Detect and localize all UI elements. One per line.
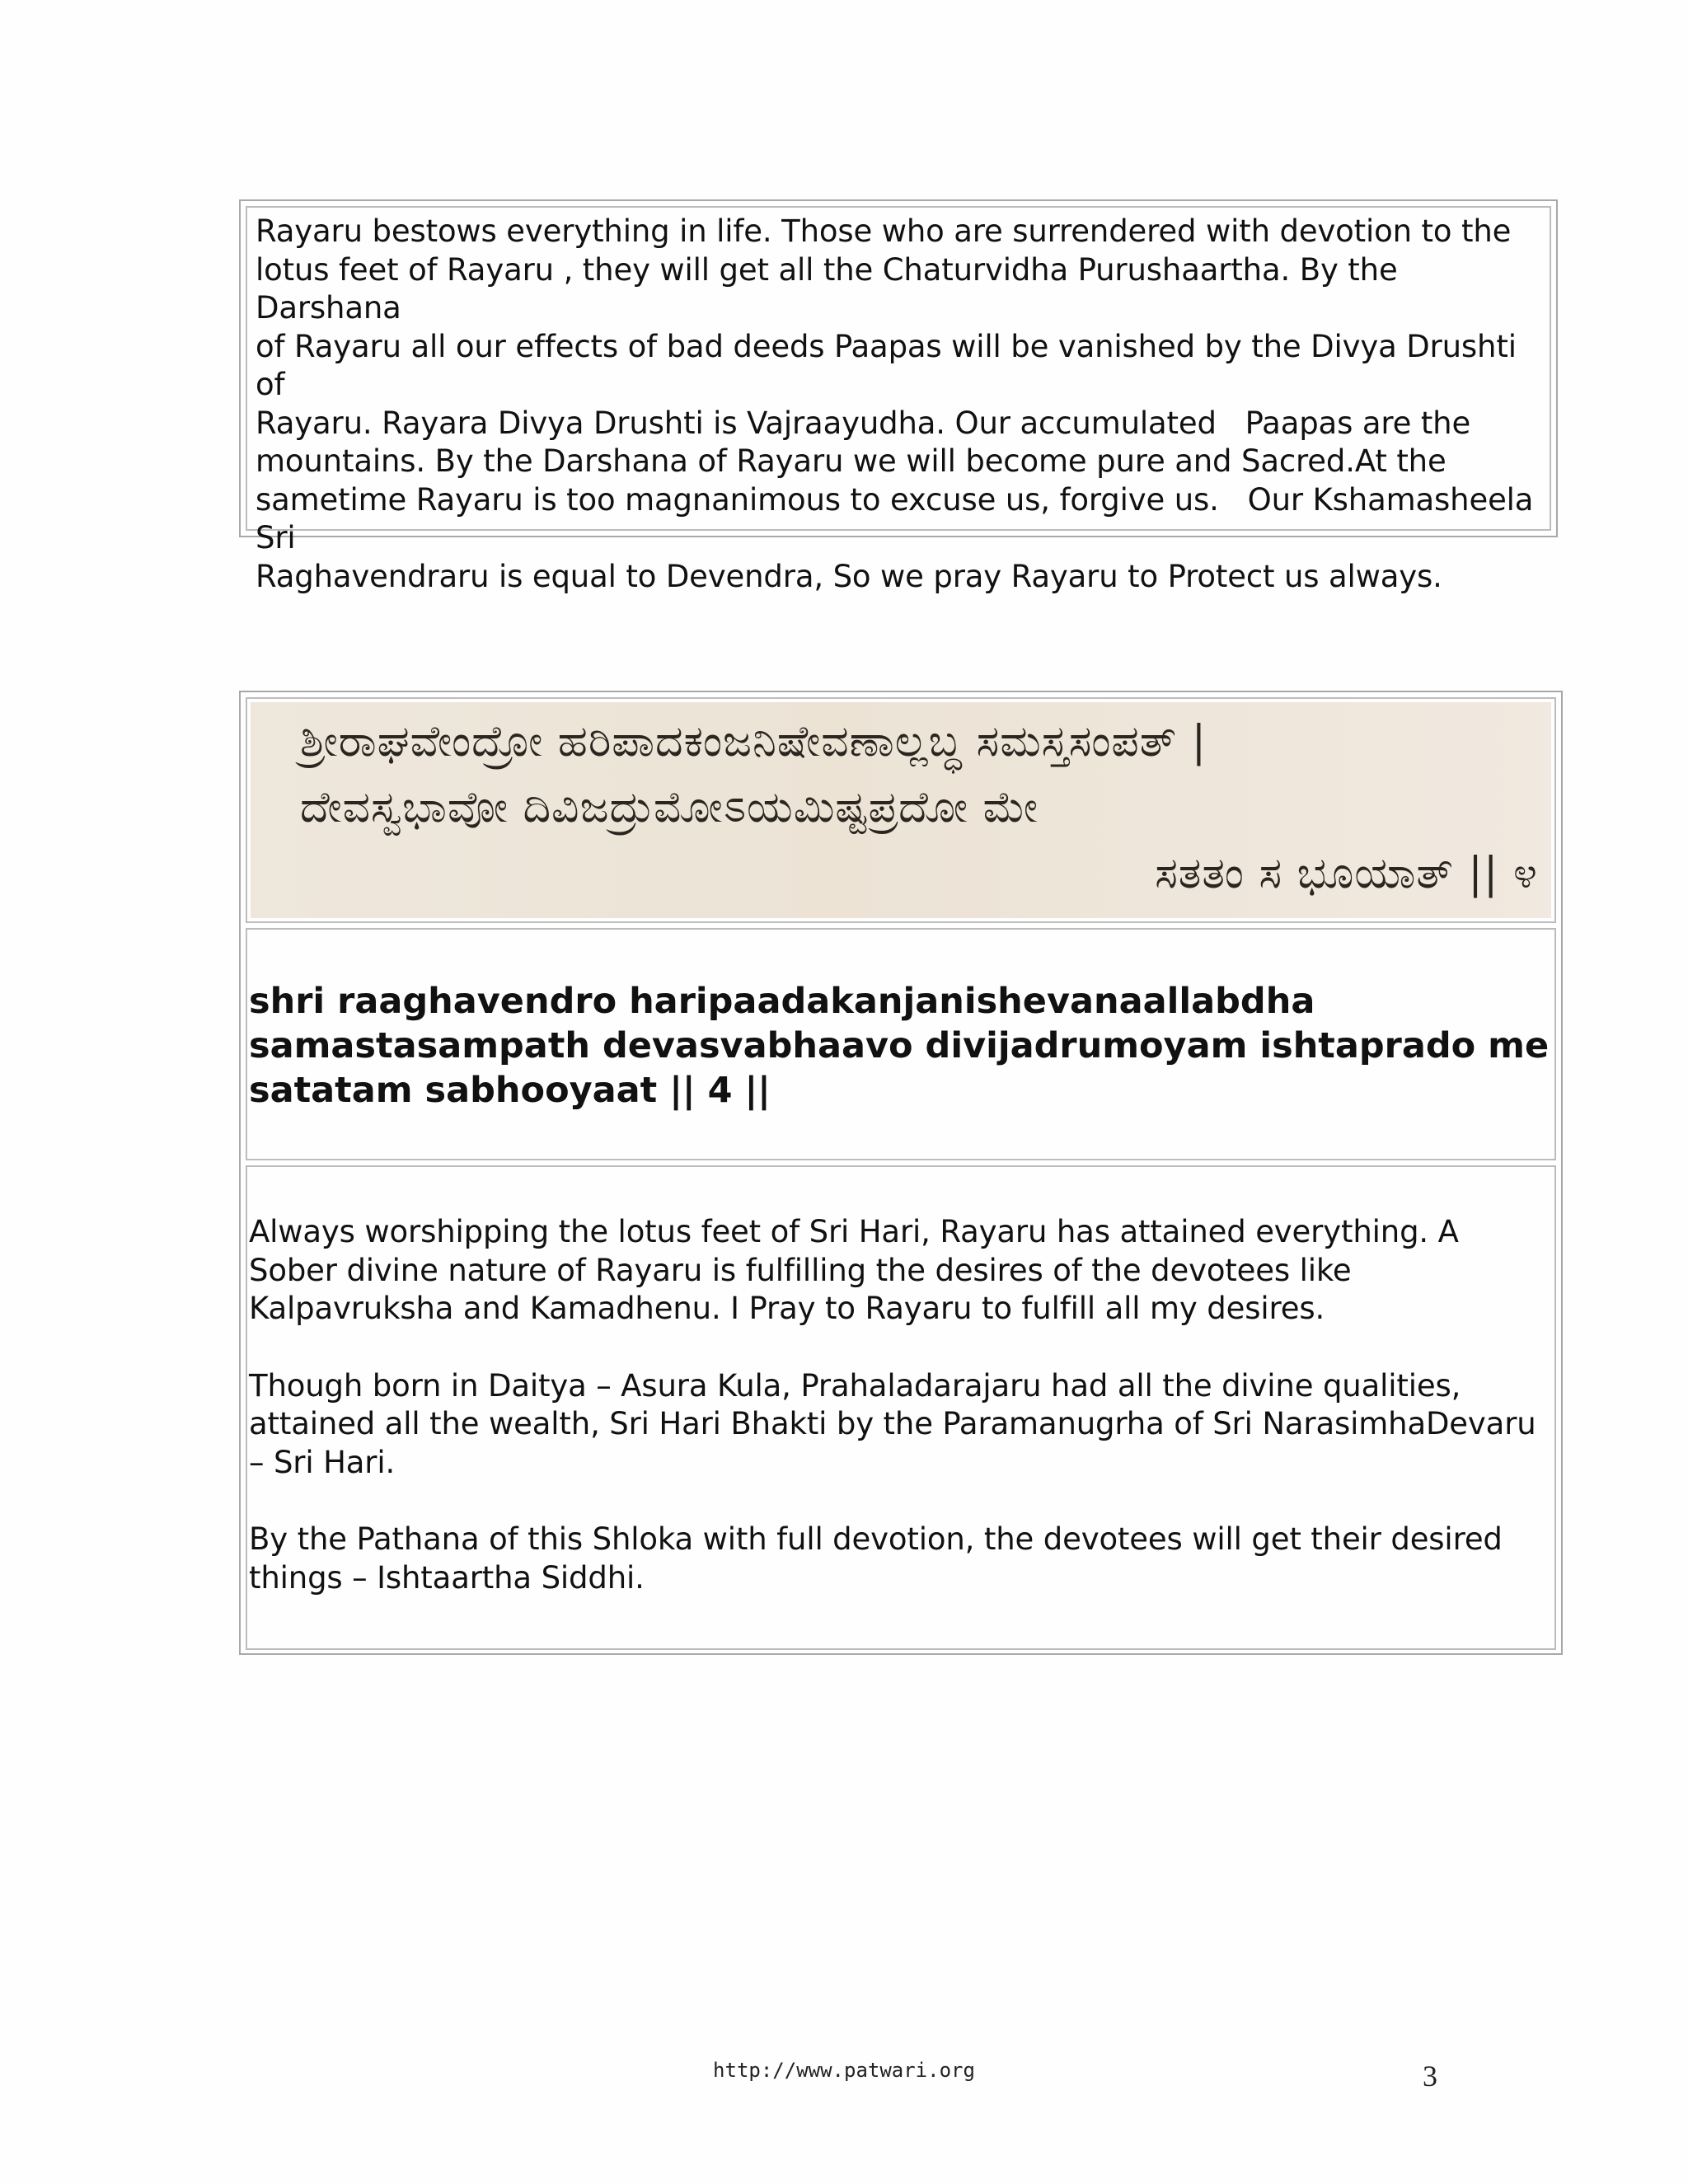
meaning-cell: [246, 1165, 1556, 1650]
meaning-paragraph-1: Always worshipping the lotus feet of Sri Hari, Rayaru has attained everything. A Sober divine nature of Rayaru is fulfilling the desires of the devotees like Kalpavruksha and Kamadhenu. I Pray to Rayaru to fulfill all my desires.: [249, 1214, 1459, 1326]
sloka-image-cell: [246, 697, 1556, 923]
footer-url[interactable]: http://www.patwari.org: [713, 2059, 975, 2082]
sloka-transliteration: shri raaghavendro haripaadakanjanishevanaallabdha samastasampath devasvabhaavo divijadrumoyam ishtaprado me satatam sabhooyaat || 4 ||: [249, 981, 1550, 1111]
kannada-line-3: ಸತತಂ ಸ ಭೂಯಾತ್ || ೪: [1155, 849, 1538, 898]
intro-text-box-border: [246, 206, 1551, 594]
transliteration-cell: [246, 928, 1556, 1160]
meaning-paragraph-2: Though born in Daitya – Asura Kula, Prahaladarajaru had all the divine qualities, attained all the wealth, Sri Hari Bhakti by the Paramanugrha of Sri NarasimhaDevaru – Sri Hari.: [249, 1367, 1536, 1480]
sloka-table: [239, 691, 1563, 1655]
intro-paragraph: Rayaru bestows everything in life. Those who are surrendered with devotion to the lotus feet of Rayaru , they will get all the Chaturvidha Purushaartha. By the Darshana of Rayaru all our effects of bad deeds Paapas will be vanished by the Divya Drushti of Rayaru. Rayara Divya Drushti is Vajraayudha. Our accumulated Paapas are the mountains. By the Darshana of Rayaru we will become pure and Sacred.At the sametime Rayaru is too magnanimous to excuse us, forgive us. Our Kshamasheela Sri Raghavendraru is equal to Devendra, So we pray Rayaru to Protect us always.: [256, 213, 1534, 594]
meaning-paragraph-3: By the Pathana of this Shloka with full devotion, the devotees will get their desired things – Ishtaartha Siddhi.: [249, 1521, 1503, 1596]
kannada-line-2: ದೇವಸ್ವಭಾವೋ ದಿವಿಜದ್ರುಮೋಽಯಮಿಷ್ಟಪ್ರದೋ ಮೇ: [300, 783, 1039, 832]
kannada-sloka-image: [251, 702, 1551, 918]
intro-text-box: [239, 199, 1558, 594]
meaning-text: [249, 1213, 1546, 1636]
kannada-line-1: ಶ್ರೀರಾಘವೇಂದ್ರೋ ಹರಿಪಾದಕಂಜನಿಷೇವಣಾಲ್ಲಬ್ಧ ಸಮಸ್ತಸಂಪತ್ |: [300, 717, 1207, 766]
page-number: 3: [1423, 2060, 1437, 2093]
